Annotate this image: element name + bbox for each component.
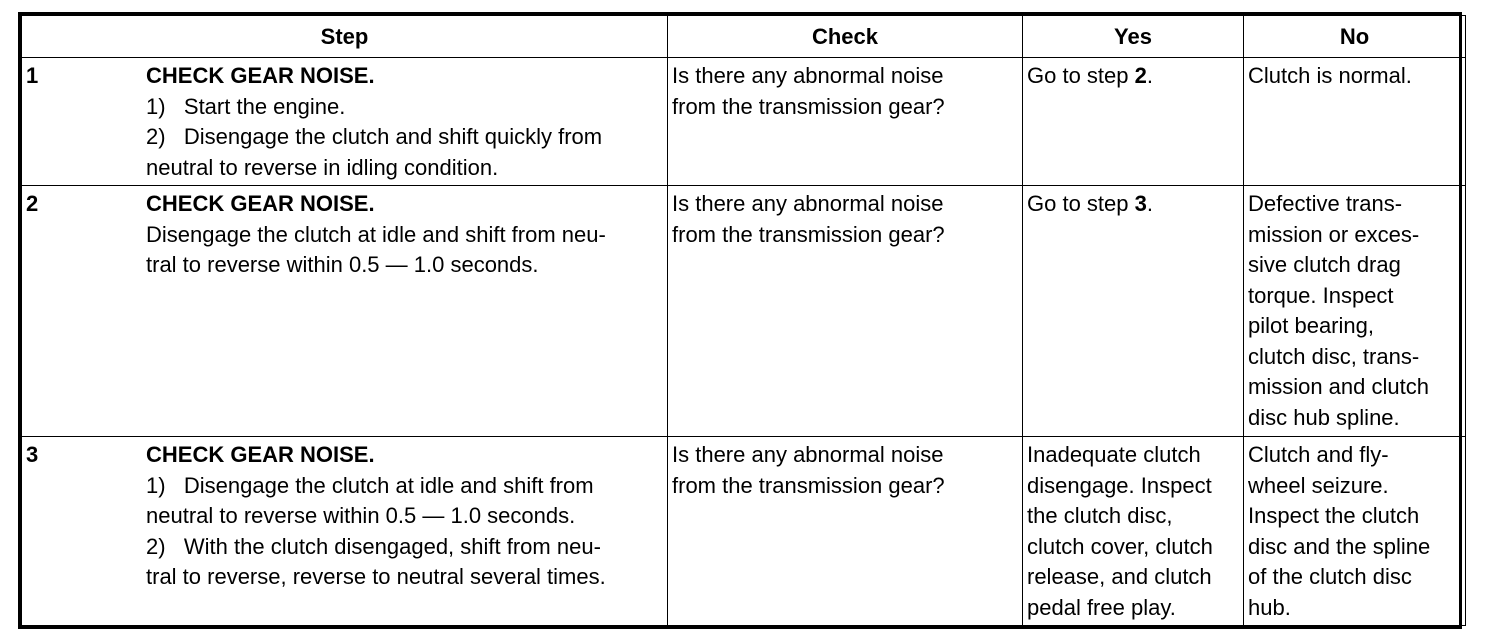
- no-line: Defective trans-: [1248, 191, 1403, 216]
- no-line: Clutch is normal.: [1248, 63, 1412, 88]
- check-line: from the transmission gear?: [672, 221, 945, 247]
- no-line: torque. Inspect: [1248, 282, 1394, 308]
- step-title: CHECK GEAR NOISE.: [146, 442, 375, 467]
- step-line: tral to reverse within 0.5 — 1.0 seconds.: [146, 252, 539, 277]
- check-cell: [668, 58, 1023, 186]
- no-line: mission or exces-: [1248, 221, 1420, 247]
- step-line: tral to reverse, reverse to neutral several times.: [146, 564, 606, 589]
- yes-text: Go to step: [1027, 63, 1135, 88]
- step-number: 1: [26, 63, 39, 88]
- diagnostic-table-grid: [21, 15, 1466, 626]
- table-row: [22, 437, 1466, 626]
- header-no: No: [1244, 16, 1466, 58]
- yes-line: pedal free play.: [1027, 594, 1176, 620]
- check-line: Is there any abnormal noise: [672, 442, 944, 467]
- no-cell: [1244, 58, 1466, 186]
- step-line: 2) With the clutch disengaged, shift from neu-: [146, 533, 601, 559]
- yes-line: disengage. Inspect: [1027, 472, 1212, 498]
- check-cell: [668, 186, 1023, 437]
- no-line: sive clutch drag: [1248, 252, 1401, 277]
- no-line: hub.: [1248, 594, 1291, 620]
- yes-suffix: .: [1146, 63, 1153, 88]
- step-line: neutral to reverse in idling condition.: [146, 154, 499, 180]
- header-row: [22, 16, 1466, 58]
- yes-line: the clutch disc,: [1027, 503, 1173, 528]
- yes-line: Inadequate clutch: [1027, 442, 1201, 467]
- step-title: CHECK GEAR NOISE.: [146, 63, 375, 88]
- step-line: Disengage the clutch at idle and shift from neu-: [146, 221, 606, 247]
- check-line: from the transmission gear?: [672, 472, 945, 498]
- yes-suffix: .: [1146, 191, 1153, 216]
- step-cell: [22, 58, 668, 186]
- step-cell: [22, 186, 668, 437]
- yes-cell: [1023, 437, 1244, 626]
- step-line: 1) Start the engine.: [146, 93, 346, 119]
- step-title: CHECK GEAR NOISE.: [146, 191, 375, 216]
- check-cell: [668, 437, 1023, 626]
- no-line: disc and the spline: [1248, 533, 1431, 559]
- header-step: Step: [22, 16, 668, 58]
- yes-step-number: 3: [1134, 191, 1147, 216]
- no-line: disc hub spline.: [1248, 404, 1400, 430]
- diagnostic-table: [18, 12, 1462, 629]
- yes-cell: [1023, 58, 1244, 186]
- no-line: pilot bearing,: [1248, 313, 1374, 338]
- no-line: wheel seizure.: [1248, 472, 1389, 498]
- table-row: [22, 186, 1466, 437]
- step-number: 2: [26, 191, 39, 216]
- no-cell: [1244, 437, 1466, 626]
- step-line: 1) Disengage the clutch at idle and shift from: [146, 472, 594, 498]
- check-line: from the transmission gear?: [672, 93, 945, 119]
- header-check: Check: [668, 16, 1023, 58]
- header-yes: Yes: [1023, 16, 1244, 58]
- no-line: Clutch and fly-: [1248, 442, 1389, 467]
- yes-cell: [1023, 186, 1244, 437]
- yes-step-number: 2: [1134, 63, 1147, 88]
- no-line: of the clutch disc: [1248, 564, 1412, 589]
- no-line: mission and clutch: [1248, 374, 1429, 399]
- no-line: Inspect the clutch: [1248, 503, 1420, 528]
- step-line: 2) Disengage the clutch and shift quickly from: [146, 124, 603, 149]
- step-cell: [22, 437, 668, 626]
- check-line: Is there any abnormal noise: [672, 191, 944, 216]
- step-line: neutral to reverse within 0.5 — 1.0 seconds.: [146, 503, 576, 528]
- yes-text: Go to step: [1027, 191, 1135, 216]
- no-line: clutch disc, trans-: [1248, 343, 1420, 369]
- no-cell: [1244, 186, 1466, 437]
- yes-line: release, and clutch: [1027, 564, 1212, 589]
- table-row: [22, 58, 1466, 186]
- step-number: 3: [26, 442, 39, 467]
- check-line: Is there any abnormal noise: [672, 63, 944, 88]
- yes-line: clutch cover, clutch: [1027, 533, 1213, 559]
